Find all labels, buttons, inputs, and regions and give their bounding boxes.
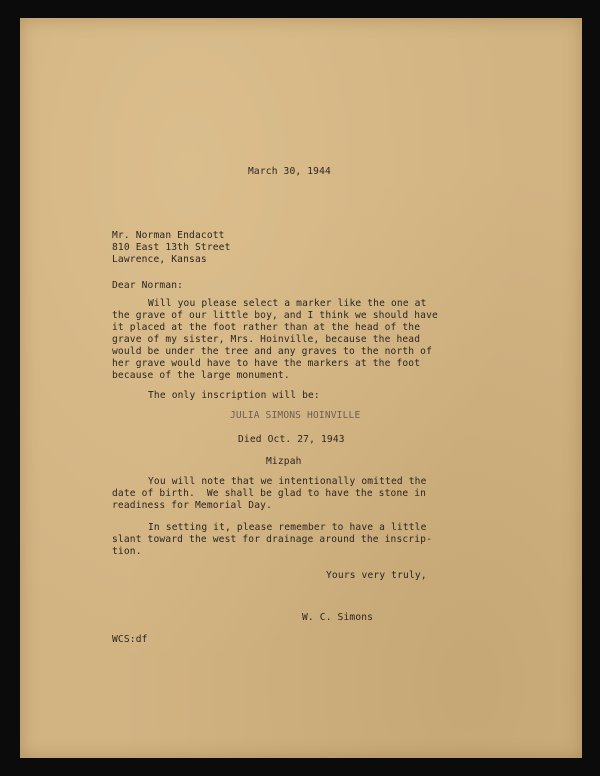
letter-date: March 30, 1944 <box>248 166 331 177</box>
recipient-name: Mr. Norman Endacott <box>112 230 225 241</box>
inscription-intro: The only inscription will be: <box>148 390 320 401</box>
initials: WCS:df <box>112 634 148 645</box>
recipient-street: 810 East 13th Street <box>112 242 231 253</box>
inscription-name: JULIA SIMONS HOINVILLE <box>230 410 361 421</box>
paragraph-3-line-1: In setting it, please remember to have a little <box>148 522 427 533</box>
paragraph-2-line-2: date of birth. We shall be glad to have the stone in <box>112 488 427 499</box>
paragraph-1-line-7: because of the large monument. <box>112 370 290 381</box>
recipient-city: Lawrence, Kansas <box>112 254 207 265</box>
paragraph-2-line-3: readiness for Memorial Day. <box>112 500 272 511</box>
paragraph-3-line-3: tion. <box>112 546 142 557</box>
paragraph-1-line-1: Will you please select a marker like the one at <box>148 298 427 309</box>
paragraph-1-line-5: would be under the tree and any graves to the north of <box>112 346 432 357</box>
inscription-died: Died Oct. 27, 1943 <box>238 434 345 445</box>
salutation: Dear Norman: <box>112 280 184 291</box>
paragraph-1-line-3: it placed at the foot rather than at the head of the <box>112 322 421 333</box>
inscription-word: Mizpah <box>266 456 302 467</box>
paragraph-1-line-2: the grave of our little boy, and I think we should have <box>112 310 438 321</box>
paragraph-1-line-6: her grave would have to have the markers at the foot <box>112 358 421 369</box>
paragraph-2-line-1: You will note that we intentionally omitted the <box>148 476 427 487</box>
paragraph-3-line-2: slant toward the west for drainage around the inscrip- <box>112 534 432 545</box>
closing: Yours very truly, <box>326 570 427 581</box>
paragraph-1-line-4: grave of my sister, Mrs. Hoinville, because the head <box>112 334 421 345</box>
signature: W. C. Simons <box>302 612 374 623</box>
letter-page <box>20 18 582 758</box>
